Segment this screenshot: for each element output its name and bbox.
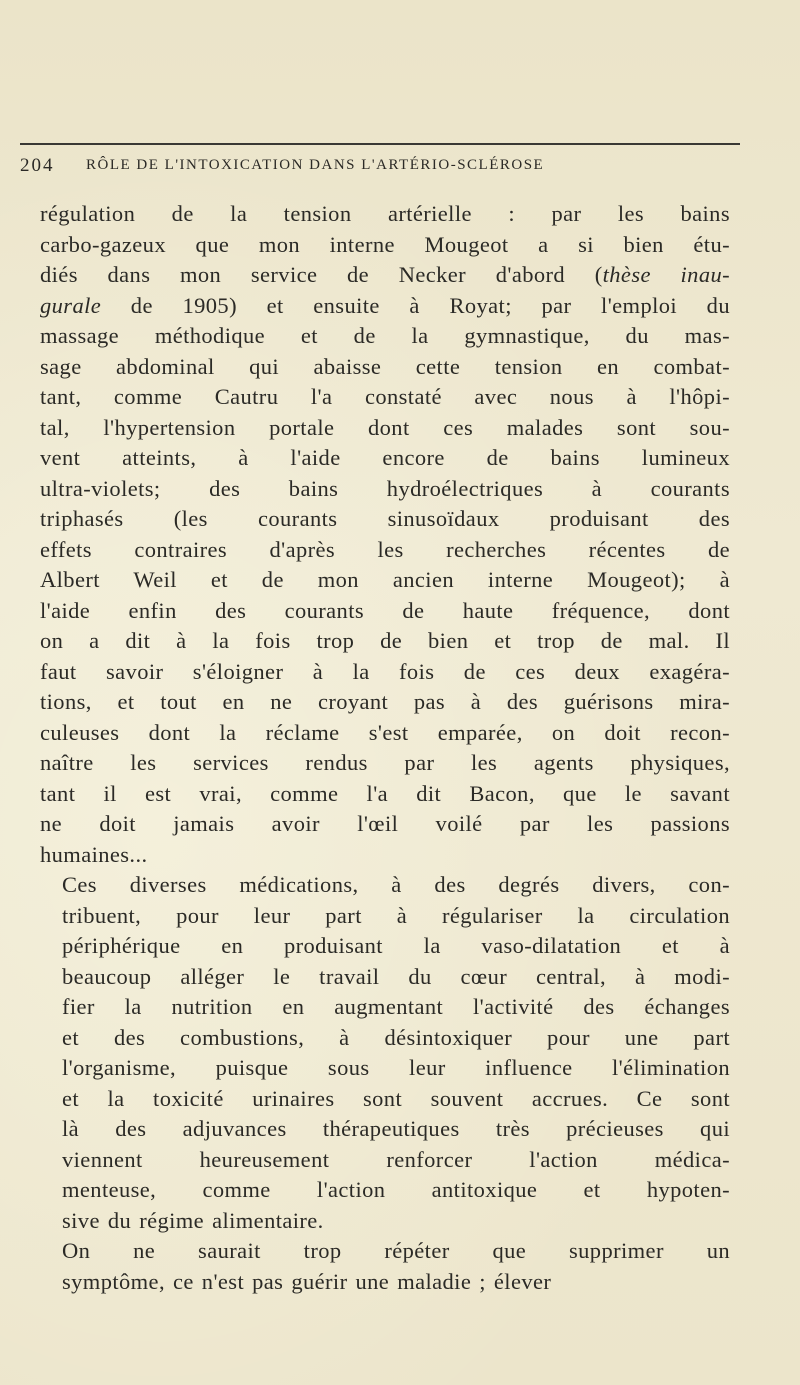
text-line: régulation de la tension artérielle : par les bains xyxy=(40,201,730,226)
text-line: et la toxicité urinaires sont souvent accrues. Ce sont xyxy=(62,1085,730,1111)
text-line: sage abdominal qui abaisse cette tension en combat- xyxy=(40,353,730,379)
text-line: triphasés (les courants sinusoïdaux produisant des xyxy=(40,506,730,531)
text-line: fier la nutrition en augmentant l'activité des échanges xyxy=(62,994,730,1019)
text-line: tions, et tout en ne croyant pas à des guérisons mira- xyxy=(40,689,730,714)
text-line: faut savoir s'éloigner à la fois de ces deux exagéra- xyxy=(40,658,730,684)
text-line: ne doit jamais avoir l'œil voilé par les passions xyxy=(40,811,730,836)
italic-text: gurale xyxy=(40,292,102,318)
page-number: 204 xyxy=(20,155,55,176)
text-line: carbo-gazeux que mon interne Mougeot a si bien étu- xyxy=(40,231,730,257)
text-line: naître les services rendus par les agents physiques, xyxy=(40,750,730,775)
header-rule xyxy=(20,143,740,145)
text-line: ultra-violets; des bains hydroélectriques à courants xyxy=(40,475,730,501)
page-header xyxy=(20,155,750,185)
text-line: tribuent, pour leur part à régulariser la circulation xyxy=(62,902,730,928)
text-line: tant, comme Cautru l'a constaté avec nous à l'hôpi- xyxy=(40,384,730,409)
text-line: là des adjuvances thérapeutiques très précieuses qui xyxy=(62,1116,730,1141)
paragraph-2 xyxy=(40,870,730,1236)
text-line: l'aide enfin des courants de haute fréquence, dont xyxy=(40,597,730,623)
body-text xyxy=(40,199,730,1297)
text-line: On ne saurait trop répéter que supprimer un xyxy=(62,1238,730,1263)
text-line: beaucoup alléger le travail du cœur central, à modi- xyxy=(62,963,730,989)
text-line: menteuse, comme l'action antitoxique et hypoten- xyxy=(62,1177,730,1202)
paragraph-3 xyxy=(40,1236,730,1297)
running-head: RÔLE DE L'INTOXICATION DANS L'ARTÉRIO-SCLÉROSE xyxy=(86,157,545,173)
text-line: viennent heureusement renforcer l'action médica- xyxy=(62,1146,730,1172)
text-line: Ces diverses médications, à des degrés divers, con- xyxy=(62,872,730,897)
text-line: culeuses dont la réclame s'est emparée, on doit recon- xyxy=(40,719,730,745)
paragraph-1 xyxy=(40,199,730,870)
text-line: gurale de 1905) et ensuite à Royat; par l'emploi du xyxy=(40,292,730,318)
text-line: effets contraires d'après les recherches récentes de xyxy=(40,536,730,562)
text-line: tant il est vrai, comme l'a dit Bacon, que le savant xyxy=(40,780,730,806)
text-line: l'organisme, puisque sous leur influence l'élimination xyxy=(62,1055,730,1080)
text-line: et des combustions, à désintoxiquer pour une part xyxy=(62,1024,730,1050)
text-line: humaines... xyxy=(40,841,148,867)
text-line: sive du régime alimentaire. xyxy=(62,1207,324,1233)
italic-text: thèse inau- xyxy=(602,262,731,287)
text-line: Albert Weil et de mon ancien interne Mougeot); à xyxy=(40,567,730,592)
text-line: périphérique en produisant la vaso-dilatation et à xyxy=(62,933,730,958)
text-line: vent atteints, à l'aide encore de bains lumineux xyxy=(40,445,730,470)
text-line: on a dit à la fois trop de bien et trop de mal. Il xyxy=(40,628,730,653)
text-line: massage méthodique et de la gymnastique, du mas- xyxy=(40,323,730,348)
text-line: diés dans mon service de Necker d'abord (thèse inau- xyxy=(40,262,731,287)
text-line: symptôme, ce n'est pas guérir une maladie ; élever xyxy=(62,1268,552,1294)
text-line: tal, l'hypertension portale dont ces malades sont sou- xyxy=(40,414,730,440)
